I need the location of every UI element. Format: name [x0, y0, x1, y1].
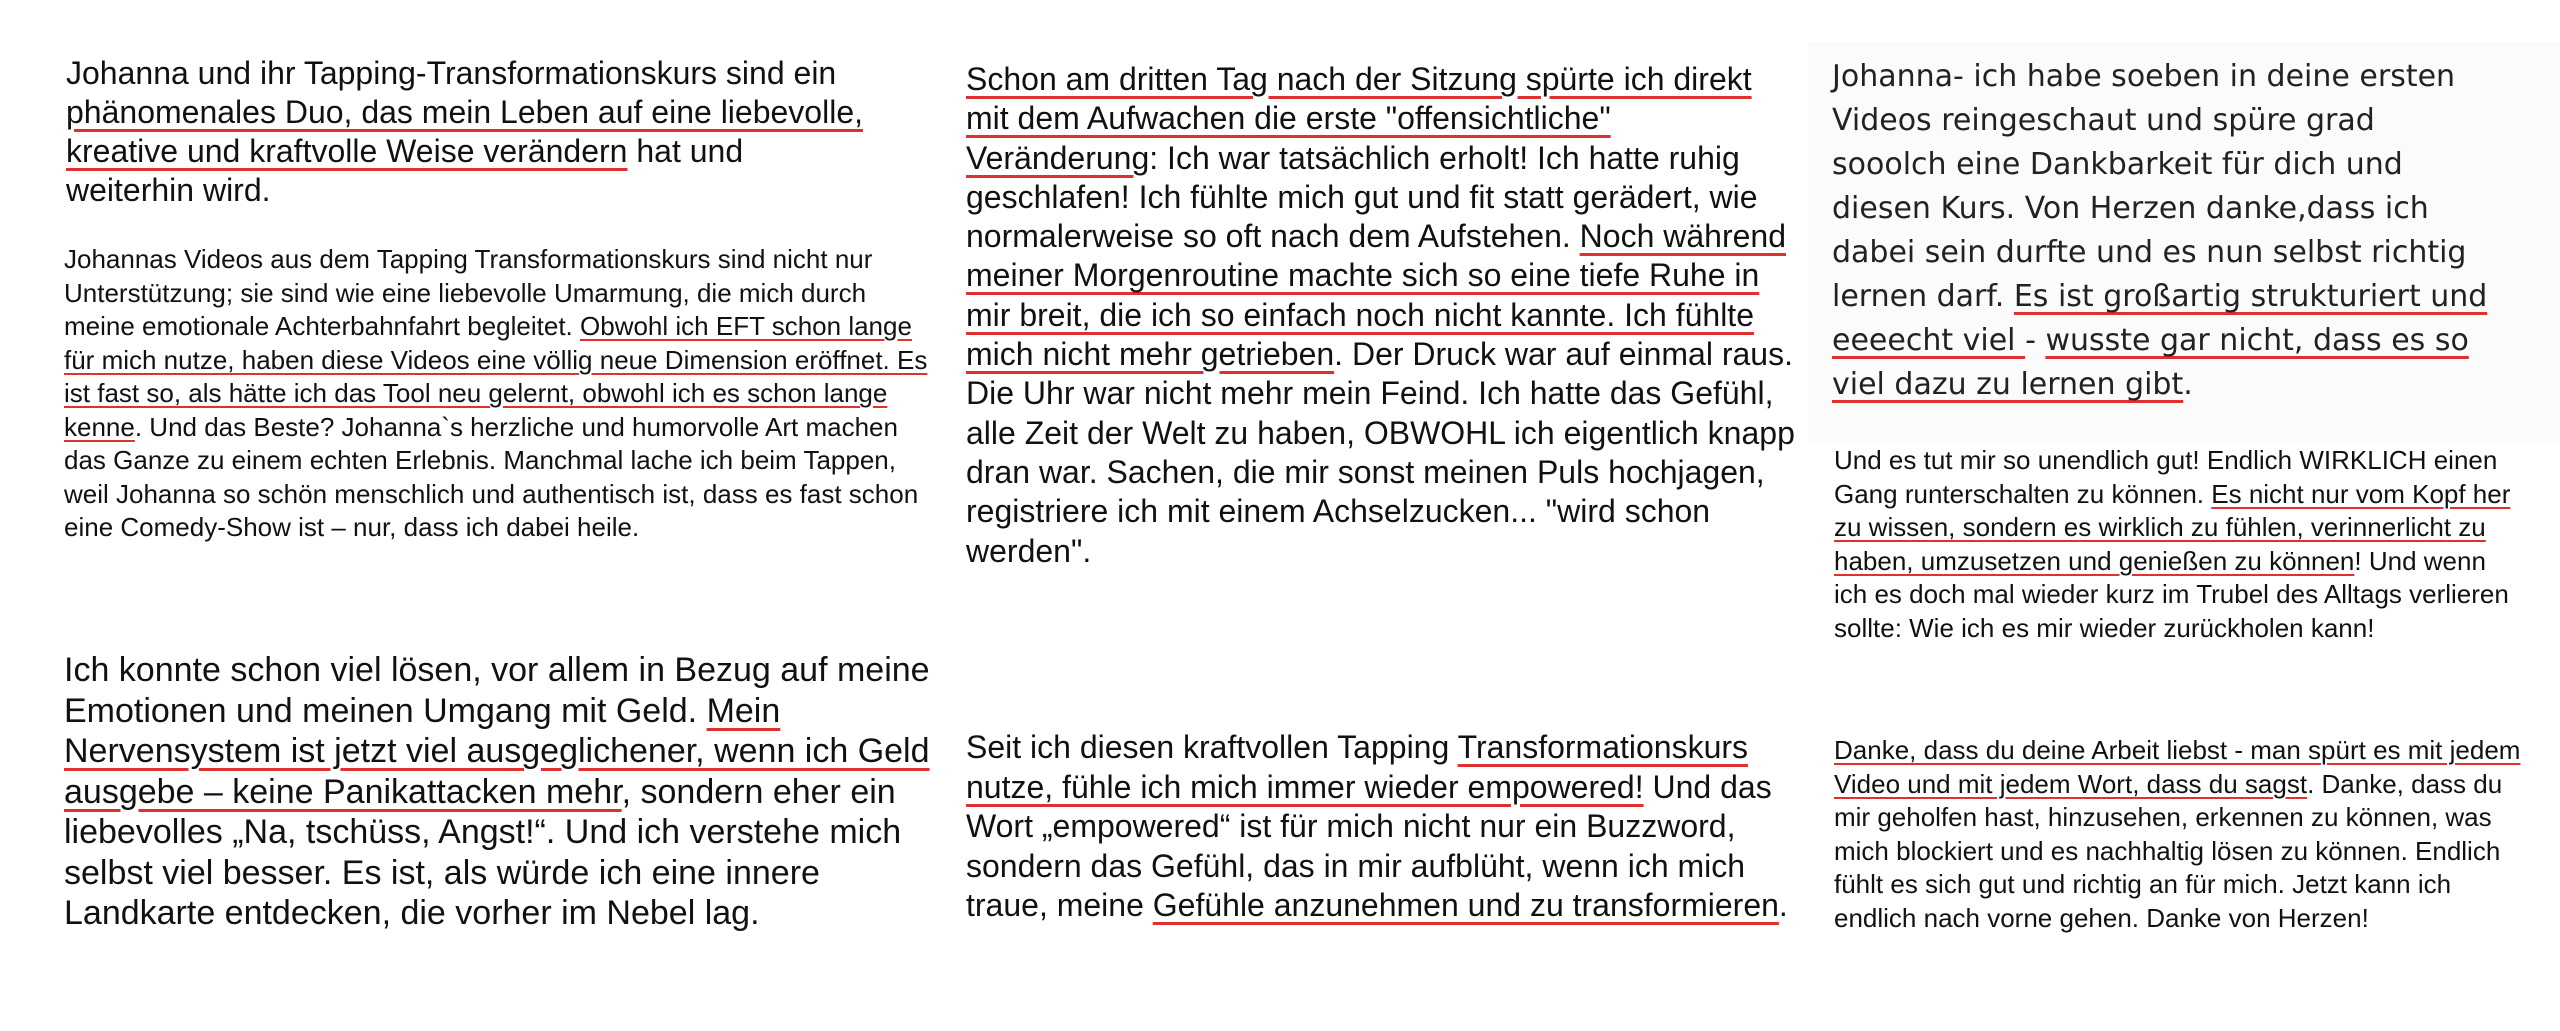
text-segment: . Danke, dass du mir geholfen hast, hinzusehen, erkennen zu können, was mich blockiert und es nachhaltig lösen zu können. Endlich fühlt es sich gut und richtig an für mich. Jetzt kann ich endlich nach vorne gehen. Danke von Herzen!	[1834, 768, 2503, 933]
testimonial-text	[66, 54, 876, 210]
text-segment: Und das Wort „empowered“ ist für mich nicht nur ein Buzzword, sondern das Gefühl, das in mir aufblüht, wenn ich mich traue, meine	[966, 768, 1772, 923]
testimonial-text	[64, 243, 944, 545]
highlighted-phrase: Mein Nervensystem ist jetzt viel ausgeglichener, wenn ich Geld ausgebe – keine Panikattacken mehr	[64, 691, 930, 811]
text-segment: , sondern eher ein liebevolles „Na, tschüss, Angst!“. Und ich verstehe mich selbst viel besser. Es ist, als würde ich eine innere Landkarte entdecken, die vorher im Nebel lag.	[64, 772, 902, 932]
text-segment: Johannas Videos aus dem Tapping Transformationskurs sind nicht nur Unterstützung; sie sind wie eine liebevolle Umarmung, die mich durch meine emotionale Achterbahnfahrt begleitet.	[64, 244, 873, 341]
text-segment: hat und weiterhin wird.	[66, 133, 744, 208]
testimonial-2	[64, 243, 944, 545]
testimonial-text	[1832, 55, 2492, 407]
text-segment: Ich konnte schon viel lösen, vor allem in Bezug auf meine Emotionen und meinen Umgang mit Geld.	[64, 651, 930, 730]
highlighted-phrase: Obwohl ich EFT schon lange für mich nutze, haben diese Videos eine völlig neue Dimension eröffnet. Es ist fast so, als hätte ich das Tool neu gelernt, obwohl ich es schon lange kenne	[64, 311, 928, 442]
highlighted-phrase: Schon am dritten Tag nach der Sitzung spürte ich direkt mit dem Aufwachen die erste "offensichtliche" Veränderung	[966, 61, 1752, 176]
text-segment: ! Und wenn ich es doch mal wieder kurz im Trubel des Alltags verlieren sollte: Wie ich es mir wieder zurückholen kann!	[1834, 545, 2509, 643]
testimonial-1	[66, 54, 876, 210]
testimonial-5	[966, 728, 1796, 926]
highlighted-phrase: Es ist großartig strukturiert und eeeecht viel	[1832, 279, 2488, 358]
text-segment: Johanna und ihr Tapping-Transformationskurs sind ein	[66, 55, 837, 91]
testimonial-text	[1834, 444, 2524, 645]
text-segment: Seit ich diesen kraftvollen Tapping	[966, 729, 1458, 765]
text-segment: . Und das Beste? Johanna`s herzliche und humorvolle Art machen das Ganze zu einem echten Erlebnis. Manchmal lache ich beim Tappen, weil Johanna so schön menschlich und authentisch ist, dass es fast schon eine Comedy-Show ist – nur, dass ich dabei heile.	[64, 411, 919, 542]
text-segment: : Ich war tatsächlich erholt! Ich hatte ruhig geschlafen! Ich fühlte mich gut und fit statt gerädert, wie normalerweise so oft nach dem Aufstehen.	[966, 139, 1758, 255]
highlighted-phrase: Es nicht nur vom Kopf her zu wissen, sondern es wirklich zu fühlen, verinnerlicht zu haben, umzusetzen und genießen zu können	[1834, 478, 2511, 576]
testimonial-text	[1834, 734, 2534, 935]
testimonial-text	[966, 728, 1796, 926]
highlighted-phrase: wusste gar nicht, dass es so viel dazu zu lernen gibt	[1832, 323, 2469, 402]
highlighted-phrase: Transformationskurs nutze, fühle ich mich immer wieder empowered!	[966, 729, 1749, 805]
highlighted-phrase: phänomenales Duo, das mein Leben auf eine liebevolle, kreative und kraftvolle Weise verändern	[66, 94, 863, 169]
highlighted-phrase: Gefühle anzunehmen und zu transformieren	[1152, 887, 1779, 923]
testimonial-text	[966, 60, 1796, 571]
testimonial-8	[1834, 734, 2534, 935]
highlighted-phrase: Danke, dass du deine Arbeit liebst - man spürt es mit jedem Video und mit jedem Wort, dass du sagst	[1834, 735, 2521, 799]
testimonial-4	[966, 60, 1796, 571]
text-segment: .	[1778, 887, 1788, 923]
text-segment: .	[2183, 367, 2193, 402]
text-segment: . Der Druck war auf einmal raus. Die Uhr war nicht mehr mein Feind. Ich hatte das Gefühl, alle Zeit der Welt zu haben, OBWOHL ich eigentlich knapp dran war. Sachen, die mir sonst meinen Puls hochjagen, registriere ich mit einem Achselzucken... "wird schon werden".	[966, 336, 1795, 569]
highlighted-phrase: Noch während meiner Morgenroutine machte sich so eine tiefe Ruhe in mir breit, die ich so einfach noch nicht kannte. Ich fühlte mich nicht mehr getrieben	[966, 218, 1787, 373]
text-segment: Johanna- ich habe soeben in deine ersten Videos reingeschaut und spüre grad sooolch eine Dankbarkeit für dich und diesen Kurs. Von Herzen danke,dass ich dabei sein durfte und es nun selbst richtig lernen darf.	[1832, 59, 2467, 314]
testimonial-3	[64, 650, 944, 934]
testimonial-7	[1834, 444, 2524, 645]
text-segment: Und es tut mir so unendlich gut! Endlich WIRKLICH einen Gang runterschalten zu können.	[1834, 445, 2498, 509]
testimonial-text	[64, 650, 944, 934]
text-segment: -	[2025, 323, 2046, 358]
testimonial-6	[1832, 55, 2492, 407]
